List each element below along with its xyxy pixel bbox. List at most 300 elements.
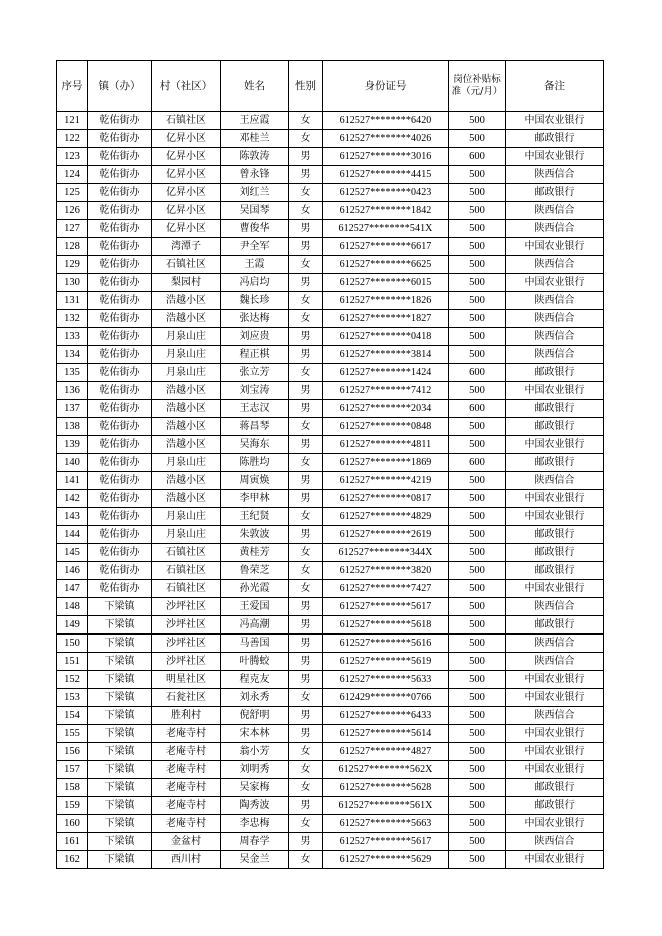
cell-subsidy: 500 — [449, 184, 506, 202]
header-note: 备注 — [506, 61, 604, 112]
cell-town: 乾佑街办 — [88, 292, 152, 310]
cell-id: 612527********3814 — [323, 346, 449, 364]
cell-gender: 女 — [289, 292, 323, 310]
cell-village: 浩越小区 — [152, 310, 221, 328]
cell-name: 邓桂兰 — [221, 130, 289, 148]
cell-village: 亿昇小区 — [152, 166, 221, 184]
cell-id: 612527********3820 — [323, 562, 449, 580]
cell-gender: 男 — [289, 707, 323, 725]
header-id: 身份证号 — [323, 61, 449, 112]
cell-seq: 134 — [57, 346, 88, 364]
cell-id: 612527********2034 — [323, 400, 449, 418]
cell-gender: 男 — [289, 653, 323, 671]
cell-id: 612527********5629 — [323, 851, 449, 869]
cell-id: 612527********7412 — [323, 382, 449, 400]
cell-name: 王霞 — [221, 256, 289, 274]
cell-seq: 133 — [57, 328, 88, 346]
cell-town: 乾佑街办 — [88, 418, 152, 436]
cell-town: 下梁镇 — [88, 779, 152, 797]
cell-id: 612527********562X — [323, 761, 449, 779]
table-row — [57, 400, 604, 418]
cell-town: 下梁镇 — [88, 671, 152, 689]
header-seq: 序号 — [57, 61, 88, 112]
table-row — [57, 238, 604, 256]
cell-subsidy: 500 — [449, 634, 506, 653]
cell-seq: 160 — [57, 815, 88, 833]
cell-seq: 139 — [57, 436, 88, 454]
cell-subsidy: 600 — [449, 364, 506, 382]
table-header-row — [57, 61, 604, 112]
cell-village: 西川村 — [152, 851, 221, 869]
cell-name: 周寅焕 — [221, 472, 289, 490]
cell-town: 乾佑街办 — [88, 274, 152, 292]
cell-name: 李忠梅 — [221, 815, 289, 833]
cell-village: 月泉山庄 — [152, 346, 221, 364]
cell-note: 陕西信合 — [506, 202, 604, 220]
cell-gender: 男 — [289, 598, 323, 616]
cell-gender: 女 — [289, 689, 323, 707]
cell-id: 612527********344X — [323, 544, 449, 562]
cell-gender: 女 — [289, 202, 323, 220]
cell-note: 中国农业银行 — [506, 761, 604, 779]
cell-village: 浩越小区 — [152, 436, 221, 454]
cell-gender: 男 — [289, 382, 323, 400]
cell-name: 马善国 — [221, 634, 289, 653]
table-row — [57, 508, 604, 526]
cell-town: 乾佑街办 — [88, 508, 152, 526]
table-row — [57, 364, 604, 382]
cell-town: 下梁镇 — [88, 761, 152, 779]
cell-gender: 女 — [289, 743, 323, 761]
table-row — [57, 526, 604, 544]
cell-note: 陕西信合 — [506, 653, 604, 671]
cell-subsidy: 500 — [449, 580, 506, 598]
cell-seq: 126 — [57, 202, 88, 220]
table-row — [57, 671, 604, 689]
cell-gender: 男 — [289, 671, 323, 689]
cell-gender: 男 — [289, 490, 323, 508]
cell-subsidy: 500 — [449, 238, 506, 256]
table-row — [57, 653, 604, 671]
cell-seq: 153 — [57, 689, 88, 707]
cell-village: 月泉山庄 — [152, 364, 221, 382]
table-row — [57, 707, 604, 725]
cell-seq: 149 — [57, 616, 88, 635]
cell-town: 乾佑街办 — [88, 454, 152, 472]
cell-village: 石镇社区 — [152, 580, 221, 598]
cell-seq: 143 — [57, 508, 88, 526]
cell-village: 亿昇小区 — [152, 220, 221, 238]
cell-name: 李甲林 — [221, 490, 289, 508]
cell-gender: 女 — [289, 256, 323, 274]
cell-name: 黄桂芳 — [221, 544, 289, 562]
cell-note: 陕西信合 — [506, 833, 604, 851]
cell-id: 612527********4829 — [323, 508, 449, 526]
cell-village: 石镇社区 — [152, 112, 221, 130]
cell-town: 乾佑街办 — [88, 148, 152, 166]
cell-id: 612527********541X — [323, 220, 449, 238]
cell-name: 张达梅 — [221, 310, 289, 328]
cell-note: 邮政银行 — [506, 779, 604, 797]
cell-town: 乾佑街办 — [88, 202, 152, 220]
cell-note: 邮政银行 — [506, 184, 604, 202]
cell-name: 魏长珍 — [221, 292, 289, 310]
cell-name: 程克友 — [221, 671, 289, 689]
cell-gender: 女 — [289, 544, 323, 562]
cell-note: 邮政银行 — [506, 454, 604, 472]
cell-id: 612527********1842 — [323, 202, 449, 220]
cell-name: 孙光霞 — [221, 580, 289, 598]
cell-name: 尹全军 — [221, 238, 289, 256]
cell-seq: 128 — [57, 238, 88, 256]
cell-name: 陶秀波 — [221, 797, 289, 815]
cell-gender: 女 — [289, 580, 323, 598]
cell-seq: 159 — [57, 797, 88, 815]
cell-id: 612527********5618 — [323, 616, 449, 635]
table-row — [57, 725, 604, 743]
cell-name: 鲁荣芝 — [221, 562, 289, 580]
cell-village: 老庵寺村 — [152, 779, 221, 797]
cell-gender: 男 — [289, 833, 323, 851]
cell-name: 刘明秀 — [221, 761, 289, 779]
cell-seq: 144 — [57, 526, 88, 544]
cell-subsidy: 500 — [449, 797, 506, 815]
cell-id: 612527********6433 — [323, 707, 449, 725]
table-row — [57, 851, 604, 869]
cell-seq: 136 — [57, 382, 88, 400]
cell-subsidy: 500 — [449, 725, 506, 743]
cell-seq: 124 — [57, 166, 88, 184]
cell-subsidy: 500 — [449, 707, 506, 725]
cell-subsidy: 500 — [449, 598, 506, 616]
cell-village: 老庵寺村 — [152, 725, 221, 743]
table-row — [57, 689, 604, 707]
cell-seq: 162 — [57, 851, 88, 869]
table-row — [57, 310, 604, 328]
cell-id: 612527********2619 — [323, 526, 449, 544]
cell-town: 乾佑街办 — [88, 310, 152, 328]
cell-name: 吴海东 — [221, 436, 289, 454]
cell-note: 邮政银行 — [506, 364, 604, 382]
cell-note: 陕西信合 — [506, 472, 604, 490]
cell-subsidy: 500 — [449, 274, 506, 292]
cell-id: 612527********5633 — [323, 671, 449, 689]
cell-gender: 男 — [289, 166, 323, 184]
cell-town: 乾佑街办 — [88, 256, 152, 274]
cell-note: 中国农业银行 — [506, 815, 604, 833]
cell-note: 邮政银行 — [506, 418, 604, 436]
cell-village: 亿昇小区 — [152, 130, 221, 148]
cell-subsidy: 500 — [449, 220, 506, 238]
cell-id: 612527********7427 — [323, 580, 449, 598]
cell-id: 612527********0418 — [323, 328, 449, 346]
cell-note: 邮政银行 — [506, 130, 604, 148]
cell-subsidy: 500 — [449, 616, 506, 635]
cell-name: 程正棋 — [221, 346, 289, 364]
cell-gender: 女 — [289, 562, 323, 580]
cell-id: 612527********5616 — [323, 634, 449, 653]
cell-name: 叶腾蛟 — [221, 653, 289, 671]
cell-note: 陕西信合 — [506, 634, 604, 653]
cell-id: 612527********4415 — [323, 166, 449, 184]
cell-seq: 135 — [57, 364, 88, 382]
header-town: 镇（办） — [88, 61, 152, 112]
cell-seq: 148 — [57, 598, 88, 616]
cell-id: 612527********0423 — [323, 184, 449, 202]
cell-id: 612429********0766 — [323, 689, 449, 707]
table-row — [57, 634, 604, 653]
cell-town: 下梁镇 — [88, 797, 152, 815]
cell-name: 冯高潮 — [221, 616, 289, 635]
cell-village: 浩越小区 — [152, 472, 221, 490]
cell-gender: 男 — [289, 616, 323, 635]
cell-name: 刘永秀 — [221, 689, 289, 707]
cell-town: 乾佑街办 — [88, 490, 152, 508]
table-body — [57, 112, 604, 869]
cell-seq: 125 — [57, 184, 88, 202]
cell-gender: 男 — [289, 238, 323, 256]
cell-subsidy: 500 — [449, 490, 506, 508]
cell-subsidy: 500 — [449, 562, 506, 580]
cell-town: 乾佑街办 — [88, 112, 152, 130]
cell-village: 月泉山庄 — [152, 526, 221, 544]
cell-town: 乾佑街办 — [88, 526, 152, 544]
cell-subsidy: 500 — [449, 256, 506, 274]
cell-note: 中国农业银行 — [506, 851, 604, 869]
table-row — [57, 797, 604, 815]
cell-id: 612527********5628 — [323, 779, 449, 797]
table-row — [57, 598, 604, 616]
cell-village: 月泉山庄 — [152, 508, 221, 526]
cell-village: 老庵寺村 — [152, 815, 221, 833]
cell-seq: 151 — [57, 653, 88, 671]
cell-subsidy: 500 — [449, 508, 506, 526]
cell-subsidy: 500 — [449, 346, 506, 364]
cell-gender: 男 — [289, 148, 323, 166]
cell-note: 邮政银行 — [506, 544, 604, 562]
cell-village: 石瓮社区 — [152, 689, 221, 707]
cell-gender: 男 — [289, 346, 323, 364]
cell-id: 612527********6015 — [323, 274, 449, 292]
cell-subsidy: 500 — [449, 382, 506, 400]
table-row — [57, 472, 604, 490]
table-row — [57, 112, 604, 130]
cell-town: 下梁镇 — [88, 653, 152, 671]
cell-gender: 女 — [289, 508, 323, 526]
cell-gender: 男 — [289, 526, 323, 544]
table-row — [57, 382, 604, 400]
cell-name: 吴国琴 — [221, 202, 289, 220]
cell-seq: 130 — [57, 274, 88, 292]
cell-town: 下梁镇 — [88, 707, 152, 725]
cell-name: 朱敦波 — [221, 526, 289, 544]
cell-village: 亿昇小区 — [152, 202, 221, 220]
cell-note: 中国农业银行 — [506, 148, 604, 166]
cell-note: 中国农业银行 — [506, 725, 604, 743]
cell-seq: 122 — [57, 130, 88, 148]
cell-village: 石镇社区 — [152, 562, 221, 580]
cell-gender: 女 — [289, 761, 323, 779]
cell-gender: 男 — [289, 472, 323, 490]
cell-note: 中国农业银行 — [506, 238, 604, 256]
cell-subsidy: 500 — [449, 166, 506, 184]
cell-village: 胜利村 — [152, 707, 221, 725]
cell-village: 沙坪社区 — [152, 598, 221, 616]
cell-town: 乾佑街办 — [88, 382, 152, 400]
cell-seq: 141 — [57, 472, 88, 490]
cell-note: 陕西信合 — [506, 220, 604, 238]
cell-subsidy: 500 — [449, 130, 506, 148]
table-row — [57, 292, 604, 310]
cell-seq: 121 — [57, 112, 88, 130]
cell-note: 中国农业银行 — [506, 743, 604, 761]
cell-subsidy: 500 — [449, 292, 506, 310]
cell-subsidy: 500 — [449, 689, 506, 707]
cell-name: 蒋昌琴 — [221, 418, 289, 436]
cell-gender: 女 — [289, 310, 323, 328]
table-row — [57, 580, 604, 598]
cell-id: 612527********3016 — [323, 148, 449, 166]
cell-id: 612527********6625 — [323, 256, 449, 274]
cell-note: 中国农业银行 — [506, 580, 604, 598]
table-row — [57, 220, 604, 238]
cell-subsidy: 500 — [449, 418, 506, 436]
cell-note: 中国农业银行 — [506, 689, 604, 707]
cell-town: 乾佑街办 — [88, 328, 152, 346]
cell-note: 中国农业银行 — [506, 671, 604, 689]
cell-note: 中国农业银行 — [506, 508, 604, 526]
cell-town: 乾佑街办 — [88, 364, 152, 382]
cell-village: 亿昇小区 — [152, 184, 221, 202]
cell-id: 612527********5614 — [323, 725, 449, 743]
cell-seq: 155 — [57, 725, 88, 743]
cell-village: 浩越小区 — [152, 418, 221, 436]
table-row — [57, 346, 604, 364]
cell-town: 乾佑街办 — [88, 400, 152, 418]
cell-subsidy: 600 — [449, 148, 506, 166]
cell-name: 宋本林 — [221, 725, 289, 743]
cell-gender: 女 — [289, 184, 323, 202]
cell-village: 石镇社区 — [152, 544, 221, 562]
cell-id: 612527********1869 — [323, 454, 449, 472]
table-row — [57, 616, 604, 635]
cell-note: 陕西信合 — [506, 292, 604, 310]
cell-subsidy: 500 — [449, 761, 506, 779]
table-row — [57, 418, 604, 436]
cell-id: 612527********4811 — [323, 436, 449, 454]
table-row — [57, 761, 604, 779]
cell-village: 石镇社区 — [152, 256, 221, 274]
table-row — [57, 184, 604, 202]
cell-town: 乾佑街办 — [88, 436, 152, 454]
table-row — [57, 743, 604, 761]
cell-gender: 女 — [289, 454, 323, 472]
cell-name: 周春学 — [221, 833, 289, 851]
cell-note: 邮政银行 — [506, 797, 604, 815]
cell-name: 陈胜均 — [221, 454, 289, 472]
cell-seq: 137 — [57, 400, 88, 418]
cell-subsidy: 500 — [449, 653, 506, 671]
cell-seq: 150 — [57, 634, 88, 653]
cell-town: 下梁镇 — [88, 598, 152, 616]
cell-id: 612527********561X — [323, 797, 449, 815]
cell-village: 金盆村 — [152, 833, 221, 851]
cell-subsidy: 500 — [449, 472, 506, 490]
cell-name: 曾永锋 — [221, 166, 289, 184]
table-row — [57, 562, 604, 580]
cell-id: 612527********5617 — [323, 598, 449, 616]
cell-id: 612527********1827 — [323, 310, 449, 328]
cell-note: 陕西信合 — [506, 310, 604, 328]
cell-seq: 140 — [57, 454, 88, 472]
cell-town: 下梁镇 — [88, 689, 152, 707]
cell-village: 浩越小区 — [152, 382, 221, 400]
cell-note: 中国农业银行 — [506, 436, 604, 454]
cell-note: 中国农业银行 — [506, 490, 604, 508]
cell-village: 明星社区 — [152, 671, 221, 689]
cell-gender: 男 — [289, 634, 323, 653]
cell-gender: 男 — [289, 797, 323, 815]
header-subsidy: 岗位补贴标准（元/月） — [449, 61, 506, 112]
cell-name: 倪舒明 — [221, 707, 289, 725]
cell-name: 王纪贤 — [221, 508, 289, 526]
cell-gender: 男 — [289, 436, 323, 454]
cell-village: 浩越小区 — [152, 292, 221, 310]
cell-subsidy: 500 — [449, 526, 506, 544]
cell-town: 乾佑街办 — [88, 562, 152, 580]
cell-town: 乾佑街办 — [88, 130, 152, 148]
cell-seq: 156 — [57, 743, 88, 761]
cell-subsidy: 500 — [449, 328, 506, 346]
cell-note: 中国农业银行 — [506, 112, 604, 130]
header-gender: 性别 — [289, 61, 323, 112]
cell-gender: 女 — [289, 851, 323, 869]
cell-name: 刘应贵 — [221, 328, 289, 346]
table-row — [57, 436, 604, 454]
cell-name: 陈敦涛 — [221, 148, 289, 166]
cell-village: 沙坪社区 — [152, 634, 221, 653]
header-name: 姓名 — [221, 61, 289, 112]
cell-subsidy: 500 — [449, 544, 506, 562]
cell-id: 612527********1424 — [323, 364, 449, 382]
cell-subsidy: 500 — [449, 833, 506, 851]
cell-note: 陕西信合 — [506, 166, 604, 184]
cell-note: 中国农业银行 — [506, 274, 604, 292]
cell-town: 乾佑街办 — [88, 238, 152, 256]
cell-id: 612527********0848 — [323, 418, 449, 436]
cell-note: 邮政银行 — [506, 400, 604, 418]
cell-note: 陕西信合 — [506, 328, 604, 346]
table-row — [57, 833, 604, 851]
table-row — [57, 815, 604, 833]
cell-name: 曹俊华 — [221, 220, 289, 238]
cell-name: 张立芳 — [221, 364, 289, 382]
cell-seq: 147 — [57, 580, 88, 598]
cell-note: 陕西信合 — [506, 256, 604, 274]
cell-gender: 女 — [289, 779, 323, 797]
table-row — [57, 256, 604, 274]
cell-gender: 男 — [289, 220, 323, 238]
cell-gender: 女 — [289, 364, 323, 382]
cell-gender: 女 — [289, 815, 323, 833]
cell-village: 老庵寺村 — [152, 797, 221, 815]
cell-subsidy: 500 — [449, 851, 506, 869]
cell-note: 邮政银行 — [506, 562, 604, 580]
cell-seq: 129 — [57, 256, 88, 274]
cell-seq: 142 — [57, 490, 88, 508]
cell-seq: 127 — [57, 220, 88, 238]
cell-village: 浩越小区 — [152, 400, 221, 418]
